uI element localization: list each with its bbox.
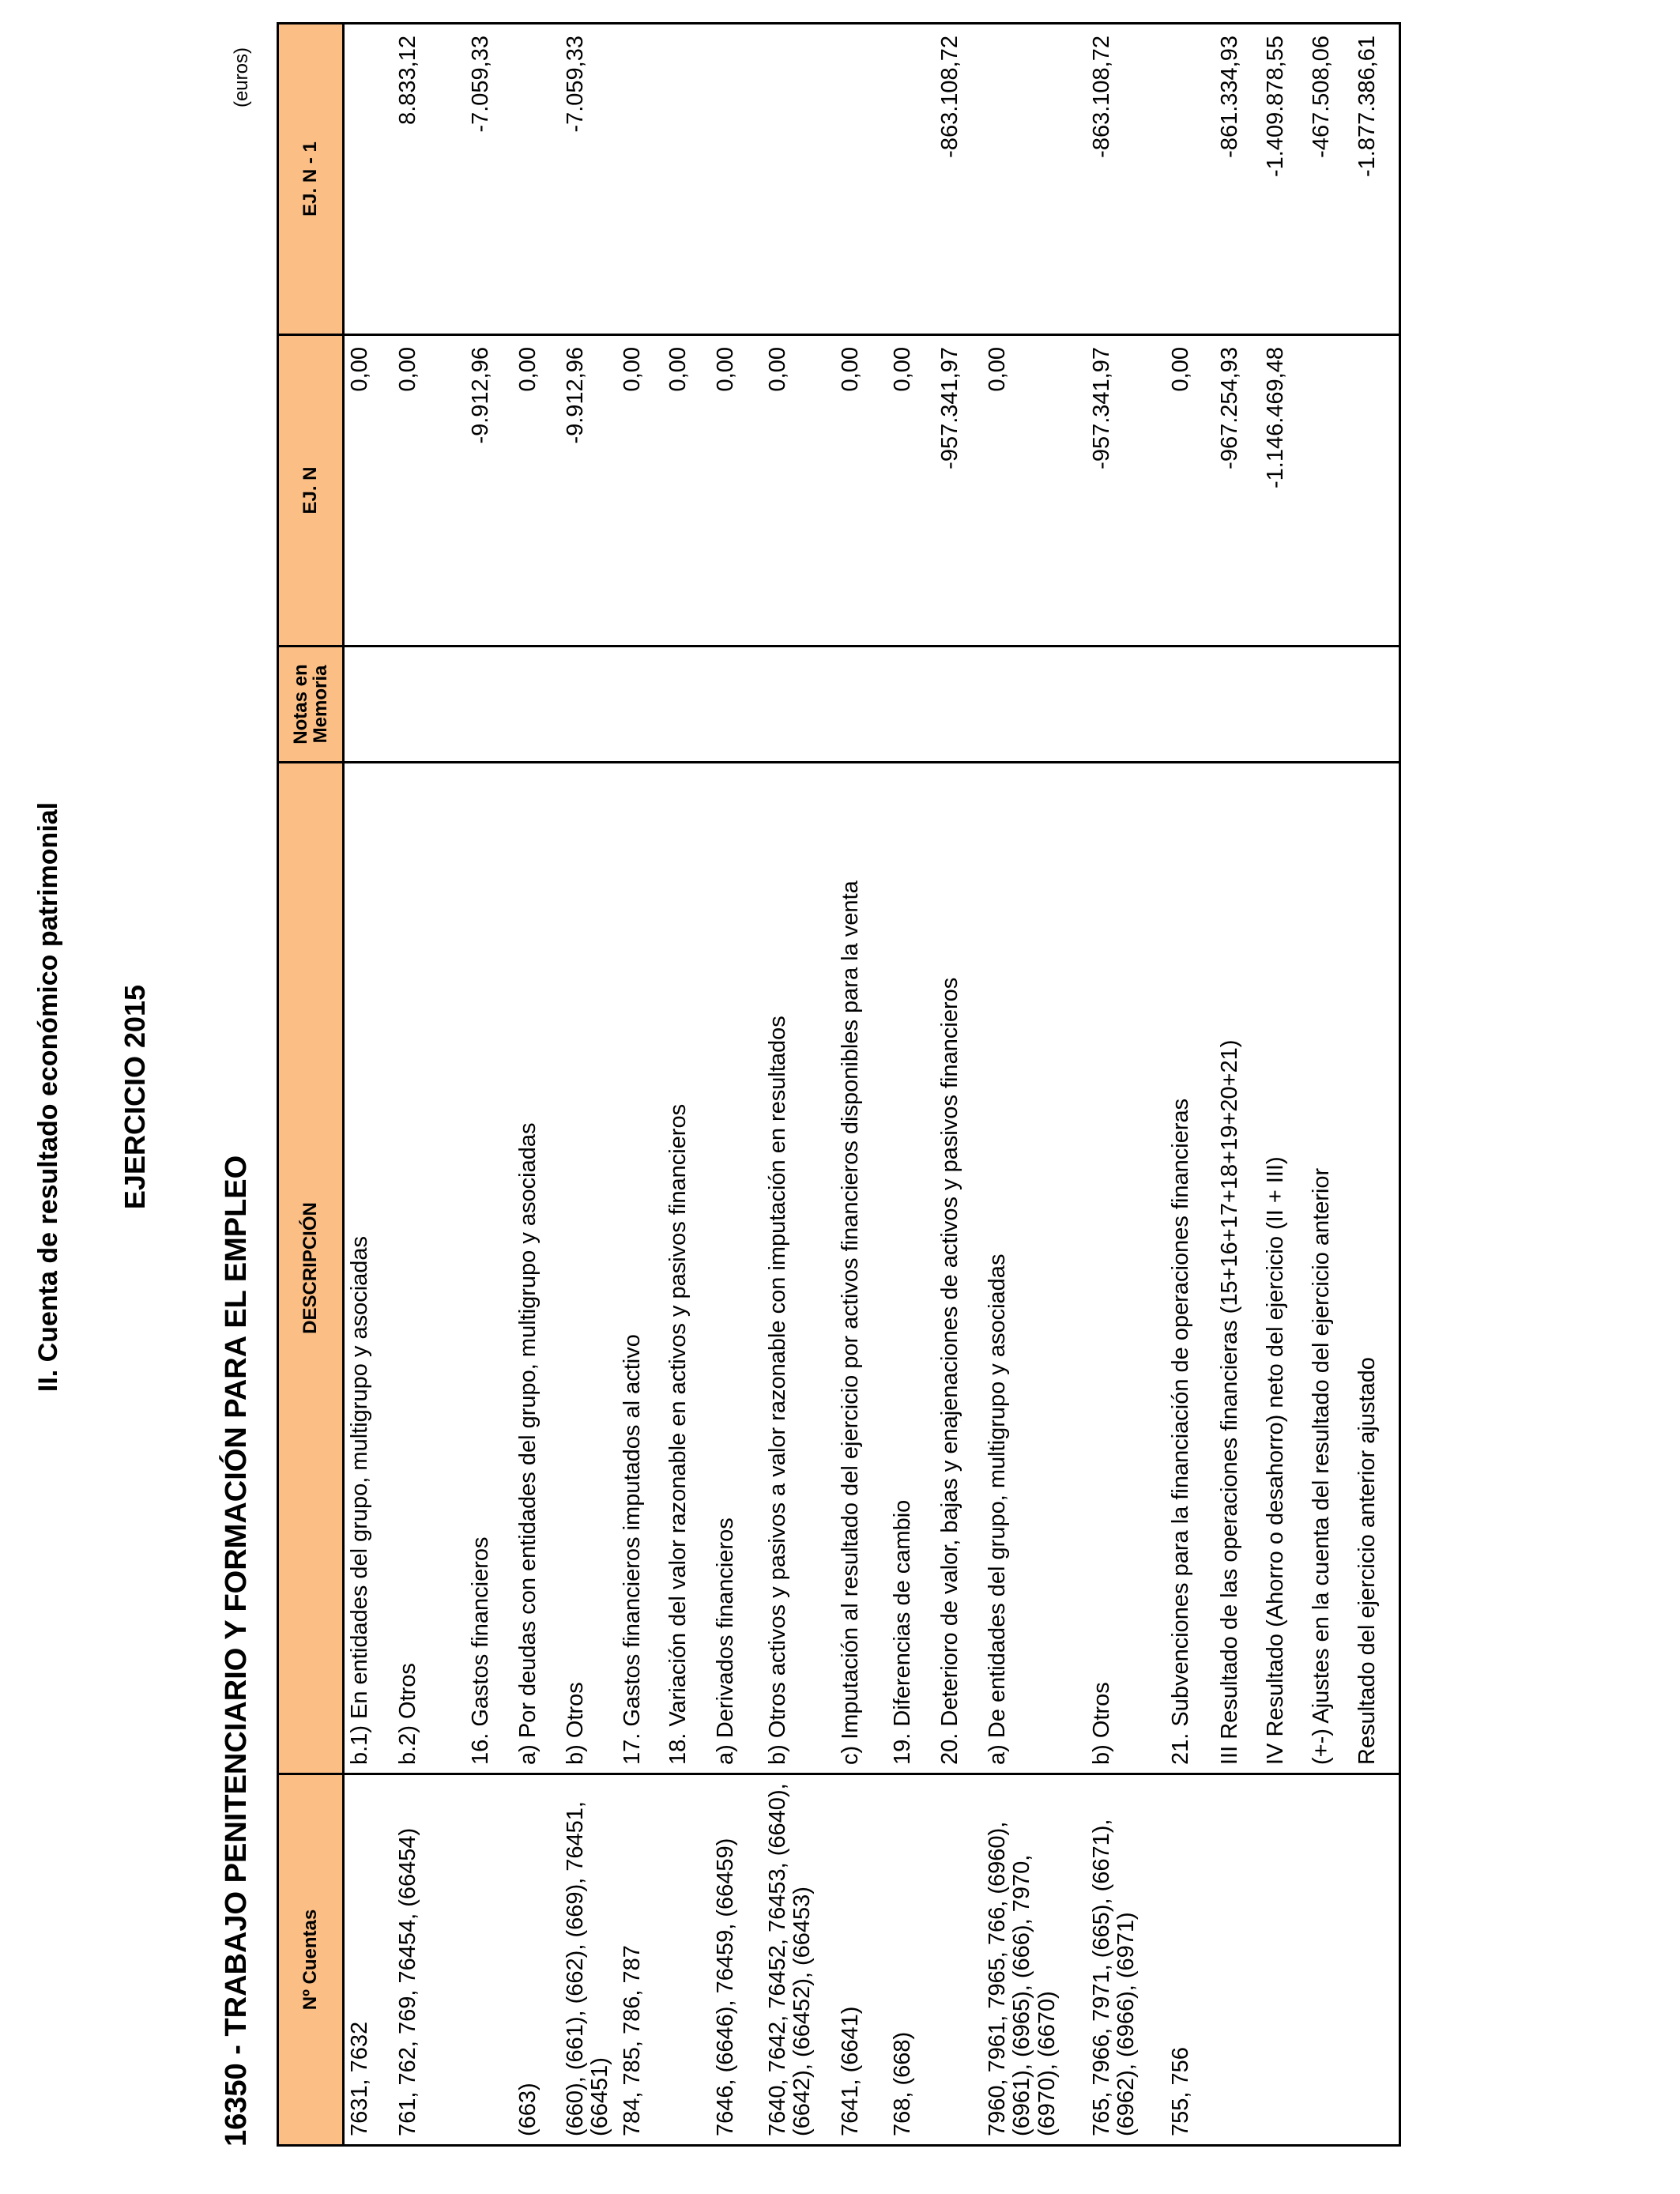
- table-row: [982, 24, 1087, 2146]
- header-previous-year: EJ. N - 1: [278, 24, 344, 335]
- cell-previous-year: 8.833,12: [393, 24, 465, 335]
- cell-notes: [935, 647, 982, 763]
- cell-previous-year: [835, 24, 887, 335]
- cell-accounts: 7640, 7642, 76452, 76453, (6640), (6642), (66452), (66453): [763, 1774, 835, 2146]
- cell-notes: [617, 647, 663, 763]
- cell-previous-year: -861.334,93: [1215, 24, 1260, 335]
- cell-description: b) Otros: [1087, 763, 1166, 1774]
- table-row: [1352, 24, 1399, 2146]
- financial-results-table: [277, 22, 1401, 2147]
- cell-accounts: (663): [513, 1774, 560, 2146]
- cell-accounts: 7631, 7632: [344, 1774, 393, 2146]
- cell-notes: [465, 647, 513, 763]
- cell-description: a) Derivados financieros: [710, 763, 763, 1774]
- cell-notes: [1087, 647, 1166, 763]
- cell-current-year: -957.341,97: [1087, 335, 1166, 647]
- cell-description: 21. Subvenciones para la financiación de operaciones financieras: [1166, 763, 1215, 1774]
- cell-previous-year: [710, 24, 763, 335]
- cell-accounts: [1260, 1774, 1306, 2146]
- cell-previous-year: [982, 24, 1087, 335]
- cell-previous-year: -467.508,06: [1306, 24, 1352, 335]
- cell-current-year: 0,00: [513, 335, 560, 647]
- cell-notes: [1352, 647, 1399, 763]
- table-row: [513, 24, 560, 2146]
- cell-previous-year: [617, 24, 663, 335]
- cell-description: b) Otros activos y pasivos a valor razonable con imputación en resultados: [763, 763, 835, 1774]
- header-current-year: EJ. N: [278, 335, 344, 647]
- cell-description: a) Por deudas con entidades del grupo, multigrupo y asociadas: [513, 763, 560, 1774]
- cell-previous-year: [1166, 24, 1215, 335]
- cell-previous-year: -1.409.878,55: [1260, 24, 1306, 335]
- header-accounts: Nº Cuentas: [278, 1774, 344, 2146]
- cell-current-year: 0,00: [887, 335, 935, 647]
- cell-description: IV Resultado (Ahorro o desahorro) neto del ejercicio (II + III): [1260, 763, 1306, 1774]
- cell-previous-year: -863.108,72: [935, 24, 982, 335]
- cell-notes: [344, 647, 393, 763]
- cell-accounts: (660), (661), (662), (669), 76451, (66451): [560, 1774, 618, 2146]
- table-row: [887, 24, 935, 2146]
- table-row: [1260, 24, 1306, 2146]
- cell-current-year: 0,00: [663, 335, 710, 647]
- cell-current-year: -957.341,97: [935, 335, 982, 647]
- cell-notes: [393, 647, 465, 763]
- cell-current-year: 0,00: [617, 335, 663, 647]
- cell-current-year: 0,00: [393, 335, 465, 647]
- cell-current-year: 0,00: [1166, 335, 1215, 647]
- cell-previous-year: [887, 24, 935, 335]
- table-row: [393, 24, 465, 2146]
- cell-current-year: 0,00: [982, 335, 1087, 647]
- cell-description: 16. Gastos financieros: [465, 763, 513, 1774]
- cell-description: b.2) Otros: [393, 763, 465, 1774]
- cell-previous-year: -1.877.386,61: [1352, 24, 1399, 335]
- cell-description: 17. Gastos financieros imputados al activo: [617, 763, 663, 1774]
- cell-notes: [1260, 647, 1306, 763]
- cell-notes: [763, 647, 835, 763]
- table-row: [710, 24, 763, 2146]
- cell-description: 18. Variación del valor razonable en activos y pasivos financieros: [663, 763, 710, 1774]
- cell-description: c) Imputación al resultado del ejercicio por activos financieros disponibles para la venta: [835, 763, 887, 1774]
- cell-description: 20. Deterioro de valor, bajas y enajenaciones de activos y pasivos financieros: [935, 763, 982, 1774]
- cell-previous-year: -7.059,33: [560, 24, 618, 335]
- cell-current-year: -1.146.469,48: [1260, 335, 1306, 647]
- fiscal-year-heading: EJERCICIO 2015: [119, 984, 151, 1210]
- cell-notes: [1306, 647, 1352, 763]
- cell-notes: [887, 647, 935, 763]
- cell-current-year: -9.912,96: [560, 335, 618, 647]
- table-row: [1166, 24, 1215, 2146]
- cell-description: Resultado del ejercicio anterior ajustado: [1352, 763, 1399, 1774]
- cell-notes: [1166, 647, 1215, 763]
- cell-previous-year: [513, 24, 560, 335]
- table-row: [617, 24, 663, 2146]
- cell-notes: [513, 647, 560, 763]
- cell-accounts: 7960, 7961, 7965, 766, (6960), (6961), (6965), (666), 7970, (6970), (6670): [982, 1774, 1087, 2146]
- table-row: [1087, 24, 1166, 2146]
- cell-accounts: 7641, (6641): [835, 1774, 887, 2146]
- cell-description: (+-) Ajustes en la cuenta del resultado del ejercicio anterior: [1306, 763, 1352, 1774]
- cell-notes: [710, 647, 763, 763]
- table-header-row: [278, 24, 344, 2146]
- table-row: [1215, 24, 1260, 2146]
- cell-current-year: 0,00: [710, 335, 763, 647]
- cell-description: III Resultado de las operaciones financieras (15+16+17+18+19+20+21): [1215, 763, 1260, 1774]
- cell-accounts: 761, 762, 769, 76454, (66454): [393, 1774, 465, 2146]
- table-row: [935, 24, 982, 2146]
- table-row: [835, 24, 887, 2146]
- cell-notes: [982, 647, 1087, 763]
- header-notes: Notas en Memoria: [278, 647, 344, 763]
- cell-accounts: 755, 756: [1166, 1774, 1215, 2146]
- table-row: [465, 24, 513, 2146]
- cell-description: b) Otros: [560, 763, 618, 1774]
- table-row: [663, 24, 710, 2146]
- cell-current-year: 0,00: [763, 335, 835, 647]
- report-title: II. Cuenta de resultado económico patrimonial: [33, 801, 63, 1393]
- cell-current-year: -967.254,93: [1215, 335, 1260, 647]
- cell-previous-year: [663, 24, 710, 335]
- cell-previous-year: [763, 24, 835, 335]
- cell-previous-year: [344, 24, 393, 335]
- table-body: [344, 24, 1400, 2146]
- cell-notes: [835, 647, 887, 763]
- cell-accounts: [465, 1774, 513, 2146]
- cell-notes: [663, 647, 710, 763]
- cell-accounts: [935, 1774, 982, 2146]
- cell-accounts: 784, 785, 786, 787: [617, 1774, 663, 2146]
- cell-accounts: 765, 7966, 7971, (665), (6671), (6962), (6966), (6971): [1087, 1774, 1166, 2146]
- cell-previous-year: -7.059,33: [465, 24, 513, 335]
- cell-current-year: 0,00: [835, 335, 887, 647]
- table-row: [763, 24, 835, 2146]
- cell-description: 19. Diferencias de cambio: [887, 763, 935, 1774]
- cell-accounts: 7646, (6646), 76459, (66459): [710, 1774, 763, 2146]
- cell-accounts: 768, (668): [887, 1774, 935, 2146]
- cell-current-year: 0,00: [344, 335, 393, 647]
- cell-accounts: [1306, 1774, 1352, 2146]
- table-row: [1306, 24, 1352, 2146]
- cell-accounts: [1215, 1774, 1260, 2146]
- header-description: DESCRIPCIÓN: [278, 763, 344, 1774]
- cell-previous-year: -863.108,72: [1087, 24, 1166, 335]
- table-row: [560, 24, 618, 2146]
- cell-accounts: [1352, 1774, 1399, 2146]
- cell-accounts: [663, 1774, 710, 2146]
- cell-description: b.1) En entidades del grupo, multigrupo y asociadas: [344, 763, 393, 1774]
- cell-description: a) De entidades del grupo, multigrupo y asociadas: [982, 763, 1087, 1774]
- cell-notes: [1215, 647, 1260, 763]
- table-row: [344, 24, 393, 2146]
- entity-heading: 16350 - TRABAJO PENITENCIARIO Y FORMACIÓN PARA EL EMPLEO: [220, 1155, 253, 2147]
- currency-unit: (euros): [231, 47, 252, 108]
- cell-notes: [560, 647, 618, 763]
- cell-current-year: [1306, 335, 1352, 647]
- cell-current-year: -9.912,96: [465, 335, 513, 647]
- cell-current-year: [1352, 335, 1399, 647]
